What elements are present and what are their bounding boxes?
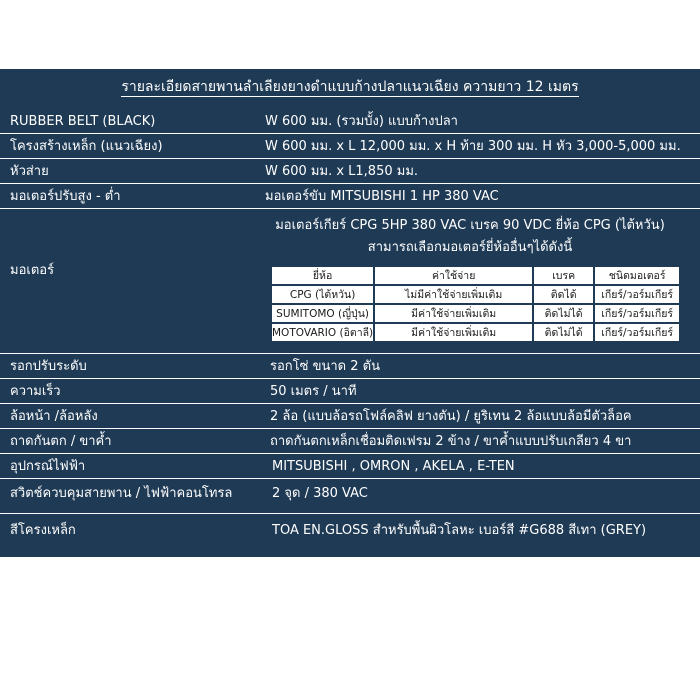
row-switch bbox=[0, 479, 700, 514]
motor-label: มอเตอร์ bbox=[10, 263, 55, 278]
lift-motor-label: มอเตอร์ปรับสูง - ต่ำ bbox=[10, 189, 121, 204]
row-electric bbox=[0, 454, 700, 479]
row-belt bbox=[0, 111, 700, 134]
head-value: W 600 มม. x L1,850 มม. bbox=[265, 164, 419, 179]
table-cell: CPG (ไต้หวัน) bbox=[272, 286, 373, 303]
table-header-cell: ชนิดมอเตอร์ bbox=[595, 267, 679, 284]
table-header-cell: เบรค bbox=[534, 267, 593, 284]
frame-value: W 600 มม. x L 12,000 มม. x H ท้าย 300 มม. H หัว 3,000-5,000 มม. bbox=[265, 139, 681, 154]
row-frame bbox=[0, 134, 700, 159]
color-value: TOA EN.GLOSS สำหรับพื้นผิวโลหะ เบอร์สี #G688 สีเทา (GREY) bbox=[272, 523, 647, 538]
wheels-label: ล้อหน้า /ล้อหลัง bbox=[10, 409, 98, 424]
electric-label: อุปกรณ์ไฟฟ้า bbox=[10, 459, 86, 474]
table-cell: เกียร์/วอร์มเกียร์ bbox=[595, 324, 679, 341]
table-cell: มีค่าใช้จ่ายเพิ่มเติม bbox=[375, 324, 532, 341]
table-cell: ไม่มีค่าใช้จ่ายเพิ่มเติม bbox=[375, 286, 532, 303]
chain-label: รอกปรับระดับ bbox=[10, 359, 87, 374]
motor-line1: มอเตอร์เกียร์ CPG 5HP 380 VAC เบรค 90 VDC ยี่ห้อ CPG (ไต้หวัน) bbox=[275, 218, 665, 233]
table-header-cell: ค่าใช้จ่าย bbox=[375, 267, 532, 284]
table-cell: ติดไม่ได้ bbox=[534, 324, 593, 341]
table-cell: MOTOVARIO (อิตาลี) bbox=[272, 324, 373, 341]
color-label: สีโครงเหล็ก bbox=[10, 523, 76, 538]
row-wheels bbox=[0, 404, 700, 429]
row-lift-motor bbox=[0, 184, 700, 209]
motor-line2: สามารถเลือกมอเตอร์ยี่ห้ออื่นๆได้ดังนี้ bbox=[367, 240, 573, 255]
wheels-value: 2 ล้อ (แบบล้อรถโฟล์คลิฟ ยางตัน) / ยูริเทน 2 ล้อแบบล้อมีตัวล็อค bbox=[270, 409, 632, 424]
frame-label: โครงสร้างเหล็ก (แนวเฉียง) bbox=[10, 139, 163, 154]
row-speed bbox=[0, 379, 700, 404]
spec-title: รายละเอียดสายพานลำเลียงยางดำแบบก้างปลาแนวเฉียง ความยาว 12 เมตร bbox=[121, 79, 579, 95]
table-cell: เกียร์/วอร์มเกียร์ bbox=[595, 286, 679, 303]
spec-panel bbox=[0, 69, 700, 557]
table-header-cell: ยี่ห้อ bbox=[272, 267, 373, 284]
head-label: หัวส่าย bbox=[10, 164, 49, 179]
switch-value: 2 จุด / 380 VAC bbox=[272, 486, 368, 501]
table-cell: ติดไม่ได้ bbox=[534, 305, 593, 322]
row-motor bbox=[0, 209, 700, 354]
tray-label: ถาดกันตก / ขาค้ำ bbox=[10, 434, 112, 449]
row-head bbox=[0, 159, 700, 184]
table-cell: เกียร์/วอร์มเกียร์ bbox=[595, 305, 679, 322]
row-tray bbox=[0, 429, 700, 454]
table-cell: SUMITOMO (ญี่ปุ่น) bbox=[272, 305, 373, 322]
speed-label: ความเร็ว bbox=[10, 384, 61, 399]
switch-label: สวิตช์ควบคุมสายพาน / ไฟฟ้าคอนโทรล bbox=[10, 486, 233, 501]
row-color bbox=[0, 514, 700, 549]
electric-value: MITSUBISHI , OMRON , AKELA , E-TEN bbox=[272, 459, 515, 474]
tray-value: ถาดกันตกเหล็กเชื่อมติดเฟรม 2 ข้าง / ขาค้ำแบบปรับเกลียว 4 ขา bbox=[270, 434, 632, 449]
belt-value: W 600 มม. (รวมบั้ง) แบบก้างปลา bbox=[265, 114, 458, 129]
table-cell: ติดได้ bbox=[534, 286, 593, 303]
speed-value: 50 เมตร / นาที bbox=[270, 384, 357, 399]
chain-value: รอกโซ่ ขนาด 2 ตัน bbox=[270, 359, 380, 374]
lift-motor-value: มอเตอร์ขับ MITSUBISHI 1 HP 380 VAC bbox=[265, 189, 499, 204]
belt-label: RUBBER BELT (BLACK) bbox=[10, 114, 156, 129]
table-cell: มีค่าใช้จ่ายเพิ่มเติม bbox=[375, 305, 532, 322]
row-chain-hoist bbox=[0, 354, 700, 379]
